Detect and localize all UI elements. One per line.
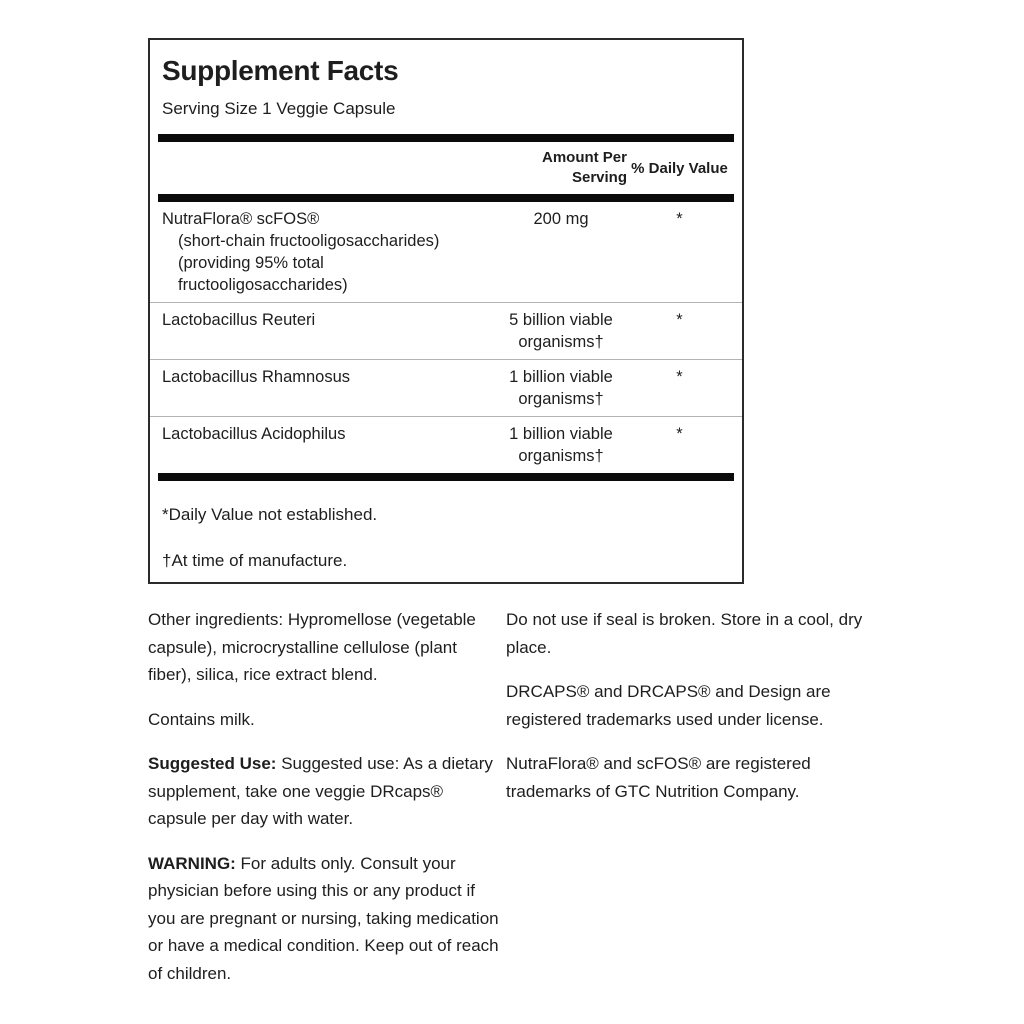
amount-per-serving-line2: Serving <box>571 169 627 187</box>
daily-value-cell: * <box>676 311 683 330</box>
table-row <box>150 416 742 473</box>
daily-value-cell: * <box>676 425 683 444</box>
ingredient-name: Lactobacillus Acidophilus <box>162 425 346 444</box>
amount-per-serving-value: 1 billion viable organisms† <box>509 425 613 466</box>
info-column-right <box>506 606 866 1004</box>
daily-value-cell: * <box>676 210 683 229</box>
info-paragraph: Suggested Use: Suggested use: As a dietary supplement, take one veggie DRcaps® capsule per day with water. <box>148 754 493 828</box>
divider-bar-mid <box>158 194 734 202</box>
daily-value-cell: * <box>676 368 683 387</box>
serving-size: Serving Size 1 Veggie Capsule <box>162 98 396 118</box>
table-row <box>150 302 742 359</box>
amount-per-serving-value: 1 billion viable organisms† <box>509 368 613 409</box>
info-paragraph: WARNING: For adults only. Consult your physician before using this or any product if you are pregnant or nursing, taking medication or have a medical condition. Keep out of reach of children. <box>148 853 499 983</box>
info-paragraph: Contains milk. <box>148 709 255 729</box>
info-paragraph: DRCAPS® and DRCAPS® and Design are registered trademarks used under license. <box>506 682 831 729</box>
amount-per-serving-header <box>542 148 627 189</box>
table-row <box>150 202 742 302</box>
amount-per-serving-line1: Amount Per <box>541 148 627 166</box>
supplement-facts-panel <box>148 38 744 584</box>
footnote-daily-value: *Daily Value not established. <box>162 505 378 525</box>
paragraph-lead: WARNING: <box>148 853 241 873</box>
paragraph-lead: Suggested Use: <box>148 754 282 773</box>
info-paragraph: Do not use if seal is broken. Store in a cool, dry place. <box>506 610 863 657</box>
divider-bar-top <box>158 134 734 142</box>
panel-title: Supplement Facts <box>162 55 399 86</box>
info-section <box>148 606 866 1004</box>
table-row <box>150 359 742 416</box>
info-column-left <box>148 606 500 1004</box>
ingredient-subline: fructooligosaccharides) <box>178 276 348 295</box>
divider-bar-bottom <box>158 473 734 481</box>
supplement-rows <box>150 202 742 473</box>
ingredient-name: NutraFlora® scFOS® (short-chain fructooligosaccharides) (providing 95% total fructooligosaccharides) <box>162 208 495 296</box>
ingredient-name: Lactobacillus Reuteri <box>162 311 316 330</box>
ingredient-name: Lactobacillus Rhamnosus <box>162 368 351 387</box>
info-paragraph: NutraFlora® and scFOS® are registered trademarks of GTC Nutrition Company. <box>506 754 811 801</box>
ingredient-subline: (short-chain fructooligosaccharides) <box>178 232 440 251</box>
table-header <box>150 142 742 195</box>
footnote-manufacture: †At time of manufacture. <box>162 551 348 571</box>
amount-per-serving-value: 200 mg <box>533 210 589 229</box>
ingredient-subline: (providing 95% total <box>178 254 324 273</box>
info-paragraph: Other ingredients: Hypromellose (vegetable capsule), microcrystalline cellulose (plant fiber), silica, rice extract blend. <box>148 610 476 684</box>
daily-value-header: % Daily Value <box>631 159 728 177</box>
amount-per-serving-value: 5 billion viable organisms† <box>509 311 613 352</box>
